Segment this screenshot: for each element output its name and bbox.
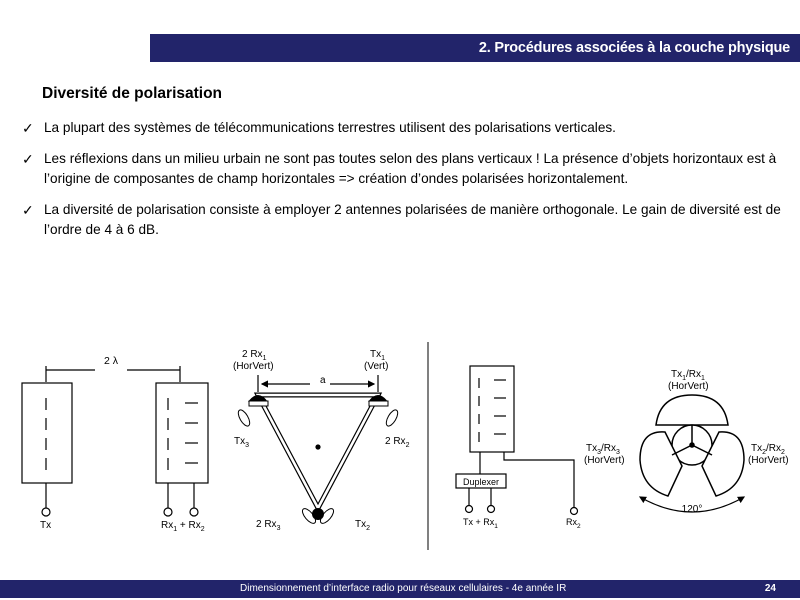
bottom-left-label: 2 $Rx_3$ <box>256 519 281 532</box>
polarisation-diversity-panel <box>456 366 578 515</box>
dual-pol-antenna-box <box>470 366 514 452</box>
angle-label: 120° <box>681 504 703 515</box>
bullet-text: La diversité de polarisation consiste à employer 2 antennes polarisées de manière orthogonale. Le gain de diversité est de l’ordre de 4 à 6 dB. <box>44 202 781 237</box>
sector3-pol: (HorVert) <box>584 455 625 466</box>
checkmark-icon: ✓ <box>22 151 34 167</box>
bullet-text: La plupart des systèmes de télécommunications terrestres utilisent des polarisations verticales. <box>44 120 616 135</box>
duplexer-label: Duplexer <box>462 477 500 487</box>
connector-icon <box>164 508 172 516</box>
left-label: $Tx_3$ <box>234 436 250 449</box>
rx-label: $Rx_1 + Rx_2$ <box>161 520 205 533</box>
bullet-list <box>22 118 794 251</box>
antenna-diagram <box>0 340 800 565</box>
right-label: 2 $Rx_2$ <box>385 436 410 449</box>
sector1-label: $Tx_1/Rx_1$ <box>671 369 705 382</box>
bullet-item <box>22 149 794 189</box>
rx2-label: $Rx_2$ <box>566 517 581 530</box>
sector3-label: $Tx_3/Rx_3$ <box>586 443 620 456</box>
page-number: 24 <box>764 583 776 594</box>
checkmark-icon: ✓ <box>22 202 34 218</box>
three-sector-panel <box>640 395 744 512</box>
top-left-label: 2 $Rx_1$ <box>242 349 267 362</box>
bullet-text: Les réflexions dans un milieu urbain ne sont pas toutes selon des plans verticaux ! La présence d’objets horizontaux est à l’origine de composantes de champ horizontales => création d’ondes polarisées horizontalement. <box>44 151 777 186</box>
spacing-a-label: a <box>320 375 326 386</box>
header-bar <box>150 34 800 62</box>
sector2-pol: (HorVert) <box>748 455 789 466</box>
connector-icon <box>190 508 198 516</box>
footer-text: Dimensionnement d’interface radio pour réseaux cellulaires - 4e année IR <box>240 583 567 594</box>
sector2-label: $Tx_2/Rx_2$ <box>751 443 785 456</box>
bullet-item <box>22 200 794 240</box>
space-diversity-panel <box>22 366 208 516</box>
spacing-label: 2 λ <box>103 355 119 367</box>
header-title: 2. Procédures associées à la couche physique <box>478 40 790 56</box>
sector1-pol: (HorVert) <box>668 381 709 392</box>
rx-antenna-box <box>156 383 208 483</box>
connector-icon <box>571 508 578 515</box>
top-left-pol: (HorVert) <box>233 361 274 372</box>
bottom-right-label: $Tx_2$ <box>355 519 371 532</box>
triangle-mast-panel <box>258 375 378 508</box>
txrx-label: $Tx + Rx_1$ <box>463 517 498 530</box>
tx-label: Tx <box>40 520 52 531</box>
top-right-label: $Tx_1$ <box>370 349 386 362</box>
connector-icon <box>466 506 473 513</box>
footer-bar <box>0 580 800 598</box>
connector-icon <box>488 506 495 513</box>
tx-antenna-box <box>22 383 72 483</box>
section-title: Diversité de polarisation <box>42 85 223 102</box>
bullet-item <box>22 118 794 138</box>
top-right-pol: (Vert) <box>364 361 389 372</box>
checkmark-icon: ✓ <box>22 120 34 136</box>
connector-icon <box>42 508 50 516</box>
